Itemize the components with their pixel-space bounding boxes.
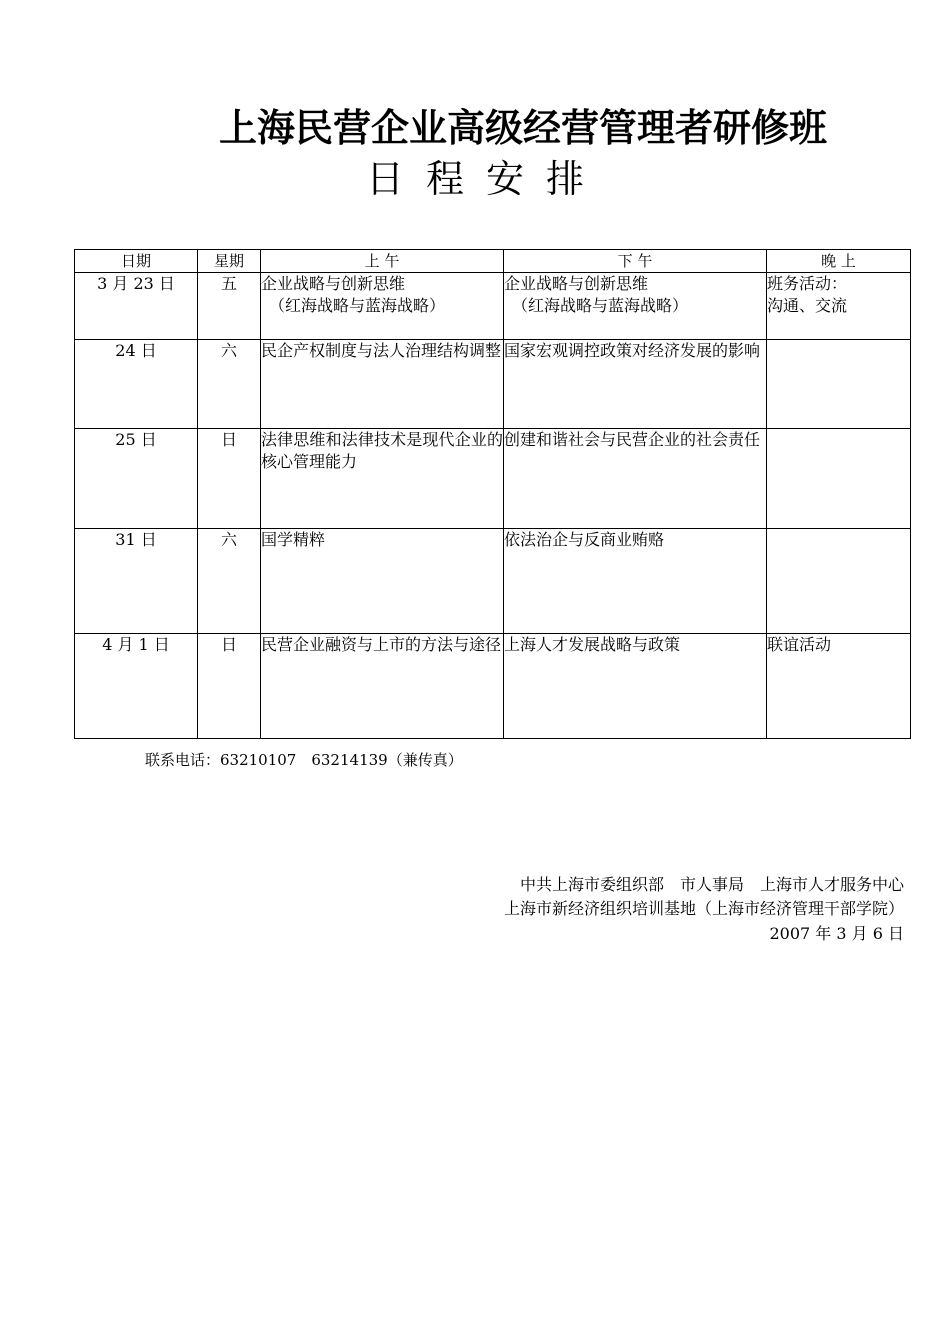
cell-date: 25 日	[75, 429, 198, 529]
cell-weekday: 六	[198, 340, 261, 429]
header-evening: 晚 上	[767, 250, 911, 273]
table-row	[75, 634, 911, 739]
cell-weekday: 日	[198, 429, 261, 529]
cell-weekday: 五	[198, 273, 261, 340]
footer-organizers: 中共上海市委组织部 市人事局 上海市人才服务中心	[519, 875, 904, 894]
cell-evening-line1: 班务活动：	[767, 274, 848, 293]
cell-afternoon-line2: （红海战略与蓝海战略）	[512, 296, 689, 315]
schedule-table	[74, 249, 911, 739]
cell-morning	[261, 273, 504, 340]
cell-evening	[767, 273, 911, 340]
footer-training-base: 上海市新经济组织培训基地（上海市经济管理干部学院）	[503, 899, 904, 918]
table-row	[75, 529, 911, 634]
cell-weekday: 日	[198, 634, 261, 739]
header-afternoon: 下 午	[504, 250, 767, 273]
page-subtitle: 日程安排	[365, 157, 606, 201]
cell-evening: 联谊活动	[767, 634, 911, 739]
table-header-row	[75, 250, 911, 273]
page-title: 上海民营企业高级经营管理者研修班	[218, 105, 827, 150]
cell-date: 31 日	[75, 529, 198, 634]
cell-weekday: 六	[198, 529, 261, 634]
cell-morning-line2: （红海战略与蓝海战略）	[269, 296, 446, 315]
header-date: 日期	[75, 250, 198, 273]
cell-evening	[767, 529, 911, 634]
cell-date: 3 月 23 日	[75, 273, 198, 340]
cell-evening	[767, 429, 911, 529]
cell-morning: 民营企业融资与上市的方法与途径	[261, 634, 504, 739]
cell-afternoon: 上海人才发展战略与政策	[504, 634, 767, 739]
header-weekday: 星期	[198, 250, 261, 273]
cell-afternoon-line1: 企业战略与创新思维	[504, 274, 649, 293]
cell-morning: 国学精粹	[261, 529, 504, 634]
header-morning: 上 午	[261, 250, 504, 273]
cell-afternoon: 创建和谐社会与民营企业的社会责任	[504, 429, 767, 529]
cell-date: 24 日	[75, 340, 198, 429]
cell-afternoon	[504, 273, 767, 340]
cell-evening	[767, 340, 911, 429]
table-row	[75, 273, 911, 340]
cell-morning: 民企产权制度与法人治理结构调整	[261, 340, 504, 429]
cell-afternoon: 国家宏观调控政策对经济发展的影响	[504, 340, 767, 429]
cell-afternoon: 依法治企与反商业贿赂	[504, 529, 767, 634]
contact-phone: 联系电话：63210107 63214139（兼传真）	[145, 751, 463, 769]
cell-date: 4 月 1 日	[75, 634, 198, 739]
cell-morning-line1: 企业战略与创新思维	[261, 274, 406, 293]
table-row	[75, 429, 911, 529]
cell-morning: 法律思维和法律技术是现代企业的核心管理能力	[261, 429, 504, 529]
cell-evening-line2: 沟通、交流	[767, 296, 848, 315]
table-row	[75, 340, 911, 429]
footer-date: 2007 年 3 月 6 日	[769, 924, 904, 943]
